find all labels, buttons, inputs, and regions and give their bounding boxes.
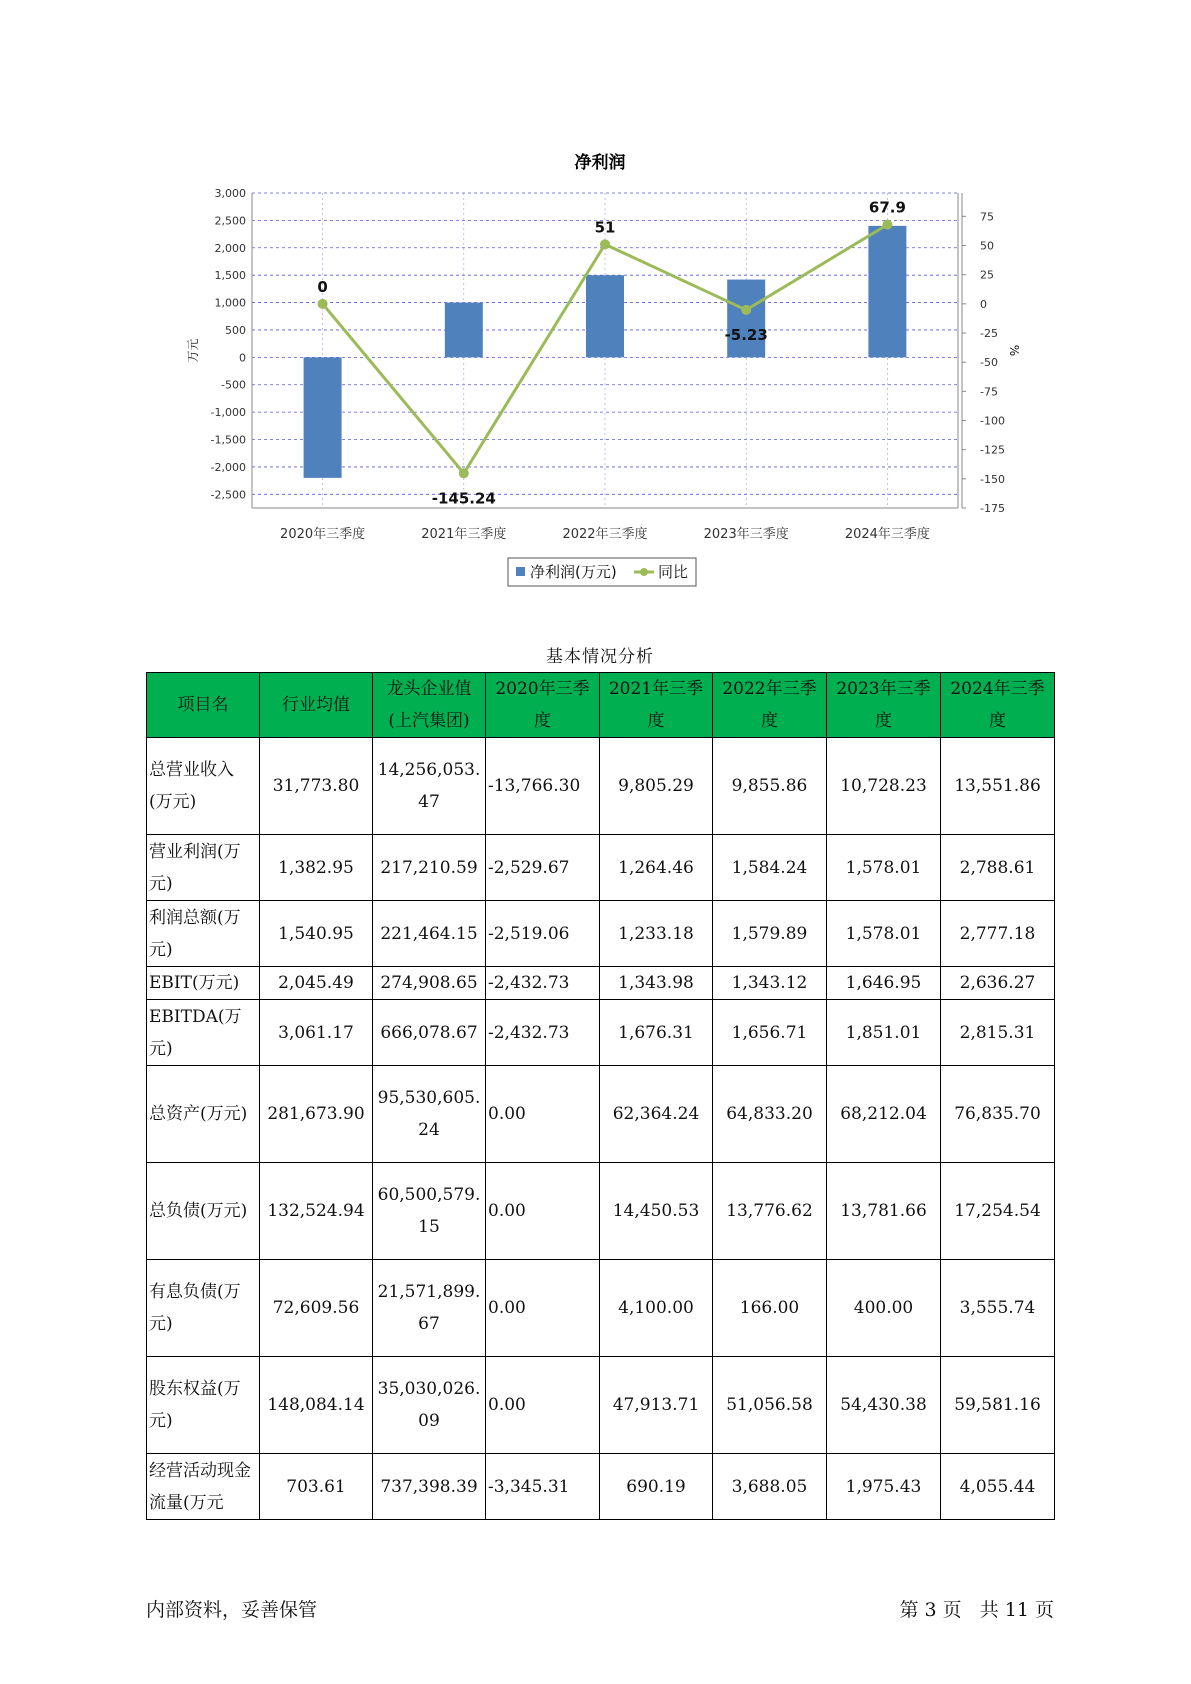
table-cell: 2,045.49 xyxy=(260,967,373,1000)
table-cell: 703.61 xyxy=(260,1454,373,1520)
table-cell: 1,264.46 xyxy=(600,835,713,901)
row-label-cell: 经营活动现金流量(万元 xyxy=(147,1454,260,1520)
table-cell: 166.00 xyxy=(713,1260,827,1357)
line-point xyxy=(459,468,469,478)
table-cell: 2,777.18 xyxy=(941,901,1055,967)
table-cell: 31,773.80 xyxy=(260,738,373,835)
net-profit-chart xyxy=(0,0,1191,620)
table-cell: 1,540.95 xyxy=(260,901,373,967)
y-tick-label: 3,000 xyxy=(214,187,246,200)
table-row xyxy=(147,1260,1055,1357)
table-row xyxy=(147,1000,1055,1066)
table-cell: 47,913.71 xyxy=(600,1357,713,1454)
table-cell: 51,056.58 xyxy=(713,1357,827,1454)
table-header-cell: 2022年三季度 xyxy=(713,673,827,738)
table-cell: 35,030,026.09 xyxy=(373,1357,486,1454)
y2-tick-label: -100 xyxy=(980,414,1005,428)
table-cell: 95,530,605.24 xyxy=(373,1066,486,1163)
table-cell: 1,233.18 xyxy=(600,901,713,967)
table-cell: 9,805.29 xyxy=(600,738,713,835)
table-cell: 2,788.61 xyxy=(941,835,1055,901)
table-cell: 1,975.43 xyxy=(827,1454,941,1520)
y2-axis-title: % xyxy=(1007,344,1021,357)
y-tick-label: -1,000 xyxy=(210,406,246,420)
table-cell: 59,581.16 xyxy=(941,1357,1055,1454)
table-header-cell: 项目名 xyxy=(147,673,260,738)
line-point xyxy=(882,220,892,230)
table-cell: 4,055.44 xyxy=(941,1454,1055,1520)
y-tick-label: 2,000 xyxy=(214,241,246,255)
row-label-cell: EBIT(万元) xyxy=(147,967,260,1000)
table-cell: 3,688.05 xyxy=(713,1454,827,1520)
table-caption: 基本情况分析 xyxy=(546,647,654,667)
table-cell: 3,061.17 xyxy=(260,1000,373,1066)
row-label-cell: 总资产(万元) xyxy=(147,1066,260,1163)
footer-page-number: 第 3 页 共 11 页 xyxy=(899,1599,1054,1621)
x-tick-label: 2023年三季度 xyxy=(703,527,789,542)
table-cell: 0.00 xyxy=(486,1163,600,1260)
table-cell: 1,646.95 xyxy=(827,967,941,1000)
table-cell: -3,345.31 xyxy=(486,1454,600,1520)
table-cell: 221,464.15 xyxy=(373,901,486,967)
y2-tick-label: -50 xyxy=(980,356,998,370)
table-cell: 4,100.00 xyxy=(600,1260,713,1357)
x-tick-label: 2024年三季度 xyxy=(844,527,930,542)
table-cell: 14,256,053.47 xyxy=(373,738,486,835)
table-cell: 1,343.98 xyxy=(600,967,713,1000)
data-label: 67.9 xyxy=(868,198,906,217)
x-tick-label: 2020年三季度 xyxy=(280,527,366,542)
table-cell: -2,519.06 xyxy=(486,901,600,967)
row-label-cell: 有息负债(万元) xyxy=(147,1260,260,1357)
line-point xyxy=(318,299,328,309)
y2-tick-label: -125 xyxy=(980,443,1005,457)
table-header-cell: 行业均值 xyxy=(260,673,373,738)
y-tick-label: 0 xyxy=(239,351,246,365)
table-cell: 17,254.54 xyxy=(941,1163,1055,1260)
legend-bar-label: 净利润(万元) xyxy=(530,563,617,581)
table-cell: -13,766.30 xyxy=(486,738,600,835)
table-cell: 9,855.86 xyxy=(713,738,827,835)
chart-legend xyxy=(508,558,696,586)
table-header-cell: 2024年三季度 xyxy=(941,673,1055,738)
y-tick-label: -500 xyxy=(221,378,246,392)
analysis-table xyxy=(146,672,1055,1520)
y2-tick-label: -175 xyxy=(980,502,1005,515)
bar xyxy=(586,275,624,357)
data-label: 0 xyxy=(317,277,328,296)
table-cell: 217,210.59 xyxy=(373,835,486,901)
chart-title: 净利润 xyxy=(574,153,626,173)
table-cell: 1,676.31 xyxy=(600,1000,713,1066)
table-cell: 62,364.24 xyxy=(600,1066,713,1163)
table-cell: 400.00 xyxy=(827,1260,941,1357)
line-point xyxy=(600,239,610,249)
table-cell: 3,555.74 xyxy=(941,1260,1055,1357)
table-row xyxy=(147,1454,1055,1520)
row-label-cell: 营业利润(万元) xyxy=(147,835,260,901)
table-header-cell: 2021年三季度 xyxy=(600,673,713,738)
table-row xyxy=(147,1066,1055,1163)
footer-confidential-note: 内部资料，妥善保管 xyxy=(146,1599,318,1621)
row-label-cell: EBITDA(万元) xyxy=(147,1000,260,1066)
table-cell: 10,728.23 xyxy=(827,738,941,835)
data-label: -5.23 xyxy=(724,325,768,344)
row-label-cell: 总负债(万元) xyxy=(147,1163,260,1260)
table-cell: 0.00 xyxy=(486,1260,600,1357)
table-cell: -2,529.67 xyxy=(486,835,600,901)
line-point xyxy=(741,305,751,315)
bar xyxy=(868,226,906,357)
y2-tick-label: 0 xyxy=(980,297,987,311)
y2-tick-label: 25 xyxy=(980,268,994,282)
table-cell: 14,450.53 xyxy=(600,1163,713,1260)
data-label: -145.24 xyxy=(431,489,496,508)
y2-tick-label: 75 xyxy=(980,210,994,224)
table-cell: 76,835.70 xyxy=(941,1066,1055,1163)
table-cell: -2,432.73 xyxy=(486,1000,600,1066)
table-header-cell: 龙头企业值(上汽集团) xyxy=(373,673,486,738)
y-tick-label: -1,500 xyxy=(210,433,246,447)
y-tick-label: 500 xyxy=(225,323,246,337)
row-label-cell: 利润总额(万元) xyxy=(147,901,260,967)
table-cell: 690.19 xyxy=(600,1454,713,1520)
bar xyxy=(304,357,342,478)
y2-tick-label: -75 xyxy=(980,385,998,399)
table-cell: 274,908.65 xyxy=(373,967,486,1000)
table-cell: 13,776.62 xyxy=(713,1163,827,1260)
table-header-row xyxy=(147,673,1055,738)
table-cell: 1,343.12 xyxy=(713,967,827,1000)
table-cell: 1,851.01 xyxy=(827,1000,941,1066)
x-tick-label: 2021年三季度 xyxy=(421,527,507,542)
table-header-cell: 2020年三季度 xyxy=(486,673,600,738)
table-cell: 0.00 xyxy=(486,1357,600,1454)
data-label: 51 xyxy=(594,218,616,237)
legend-bar-swatch xyxy=(516,567,525,576)
row-label-cell: 股东权益(万元) xyxy=(147,1357,260,1454)
table-cell: 1,382.95 xyxy=(260,835,373,901)
table-cell: 68,212.04 xyxy=(827,1066,941,1163)
table-cell: 72,609.56 xyxy=(260,1260,373,1357)
table-cell: 64,833.20 xyxy=(713,1066,827,1163)
y2-tick-label: 50 xyxy=(980,239,994,253)
table-cell: -2,432.73 xyxy=(486,967,600,1000)
table-cell: 132,524.94 xyxy=(260,1163,373,1260)
table-row xyxy=(147,738,1055,835)
table-row xyxy=(147,1357,1055,1454)
y-tick-label: 2,500 xyxy=(214,214,246,228)
x-tick-label: 2022年三季度 xyxy=(562,527,648,542)
table-header-cell: 2023年三季度 xyxy=(827,673,941,738)
table-cell: 0.00 xyxy=(486,1066,600,1163)
y2-tick-label: -150 xyxy=(980,472,1005,486)
table-row xyxy=(147,901,1055,967)
table-cell: 737,398.39 xyxy=(373,1454,486,1520)
y-axis-title: 万元 xyxy=(186,338,200,363)
table-cell: 1,578.01 xyxy=(827,901,941,967)
table-cell: 148,084.14 xyxy=(260,1357,373,1454)
row-label-cell: 总营业收入(万元) xyxy=(147,738,260,835)
table-cell: 281,673.90 xyxy=(260,1066,373,1163)
table-cell: 1,578.01 xyxy=(827,835,941,901)
legend-line-label: 同比 xyxy=(658,563,689,581)
table-row xyxy=(147,967,1055,1000)
table-cell: 1,579.89 xyxy=(713,901,827,967)
table-row xyxy=(147,1163,1055,1260)
table-row xyxy=(147,835,1055,901)
y-tick-label: 1,500 xyxy=(214,269,246,283)
table-cell: 54,430.38 xyxy=(827,1357,941,1454)
bar xyxy=(445,303,483,358)
table-cell: 1,584.24 xyxy=(713,835,827,901)
y-tick-label: -2,000 xyxy=(210,460,246,474)
table-cell: 60,500,579.15 xyxy=(373,1163,486,1260)
table-cell: 2,815.31 xyxy=(941,1000,1055,1066)
table-cell: 13,551.86 xyxy=(941,738,1055,835)
table-cell: 1,656.71 xyxy=(713,1000,827,1066)
legend-line-marker xyxy=(640,568,648,576)
y-tick-label: -2,500 xyxy=(210,488,246,502)
table-cell: 666,078.67 xyxy=(373,1000,486,1066)
y2-tick-label: -25 xyxy=(980,327,998,340)
table-cell: 13,781.66 xyxy=(827,1163,941,1260)
y-tick-label: 1,000 xyxy=(214,296,246,310)
bar xyxy=(727,280,765,358)
table-cell: 21,571,899.67 xyxy=(373,1260,486,1357)
table-cell: 2,636.27 xyxy=(941,967,1055,1000)
